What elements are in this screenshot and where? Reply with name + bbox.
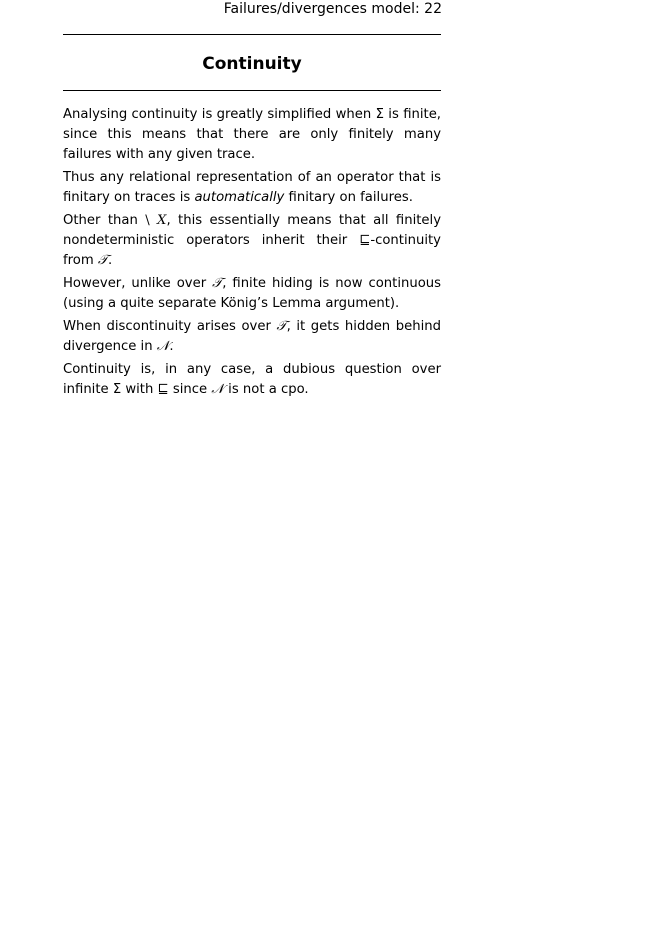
refinement-symbol: ⊑ [359,233,371,248]
text-run: When discontinuity arises over [63,319,277,334]
text-run: , finite hiding is now continuous (using a quite separate König’s Lemma argument). [63,276,441,311]
text-run: . [108,253,113,268]
paragraph-finite-sigma: Analysing continuity is greatly simplified when Σ is finite, since this means that there are only finitely many failures with any given trace. [63,107,441,162]
text-run: since [168,382,212,397]
variable-x: X [149,213,167,228]
running-header: Failures/divergences model: 22 [223,1,442,17]
top-rule [63,34,441,35]
text-run: , this essentially means that all finitely nondeterministic operators inherit their [63,213,441,248]
failures-model-symbol: 𝒩 [156,339,170,354]
text-run: However, unlike over [63,276,213,291]
paragraph-finite-hiding [63,274,441,314]
paragraph-relational-representation [63,168,441,208]
refinement-symbol: ⊑ [157,382,169,397]
paragraph-discontinuity [63,317,441,357]
text-run: Other than [63,213,146,228]
traces-model-symbol: 𝒯 [276,319,287,334]
bottom-rule [63,90,441,91]
paragraph-other-than-hiding [63,211,441,271]
text-run: finitary on failures. [284,190,413,205]
backslash-symbol: \ [145,213,150,228]
emphasis-automatically: automatically [194,190,285,205]
paragraph-dubious-question [63,360,441,400]
traces-model-symbol: 𝒯 [97,253,108,268]
traces-model-symbol: 𝒯 [212,276,223,291]
slide-title: Continuity [202,54,302,74]
failures-model-symbol: 𝒩 [211,382,224,397]
text-run: Thus any relational representation of an operator that is finitary on traces is [63,170,441,205]
text-run: . [169,339,174,354]
text-run: Continuity is, in any case, a dubious question over infinite Σ with [63,362,441,397]
text-run: -continuity from [63,233,441,268]
text-run: is not a cpo. [223,382,309,397]
text-run: , it gets hidden behind divergence in [63,319,441,354]
slide-body [63,105,441,403]
